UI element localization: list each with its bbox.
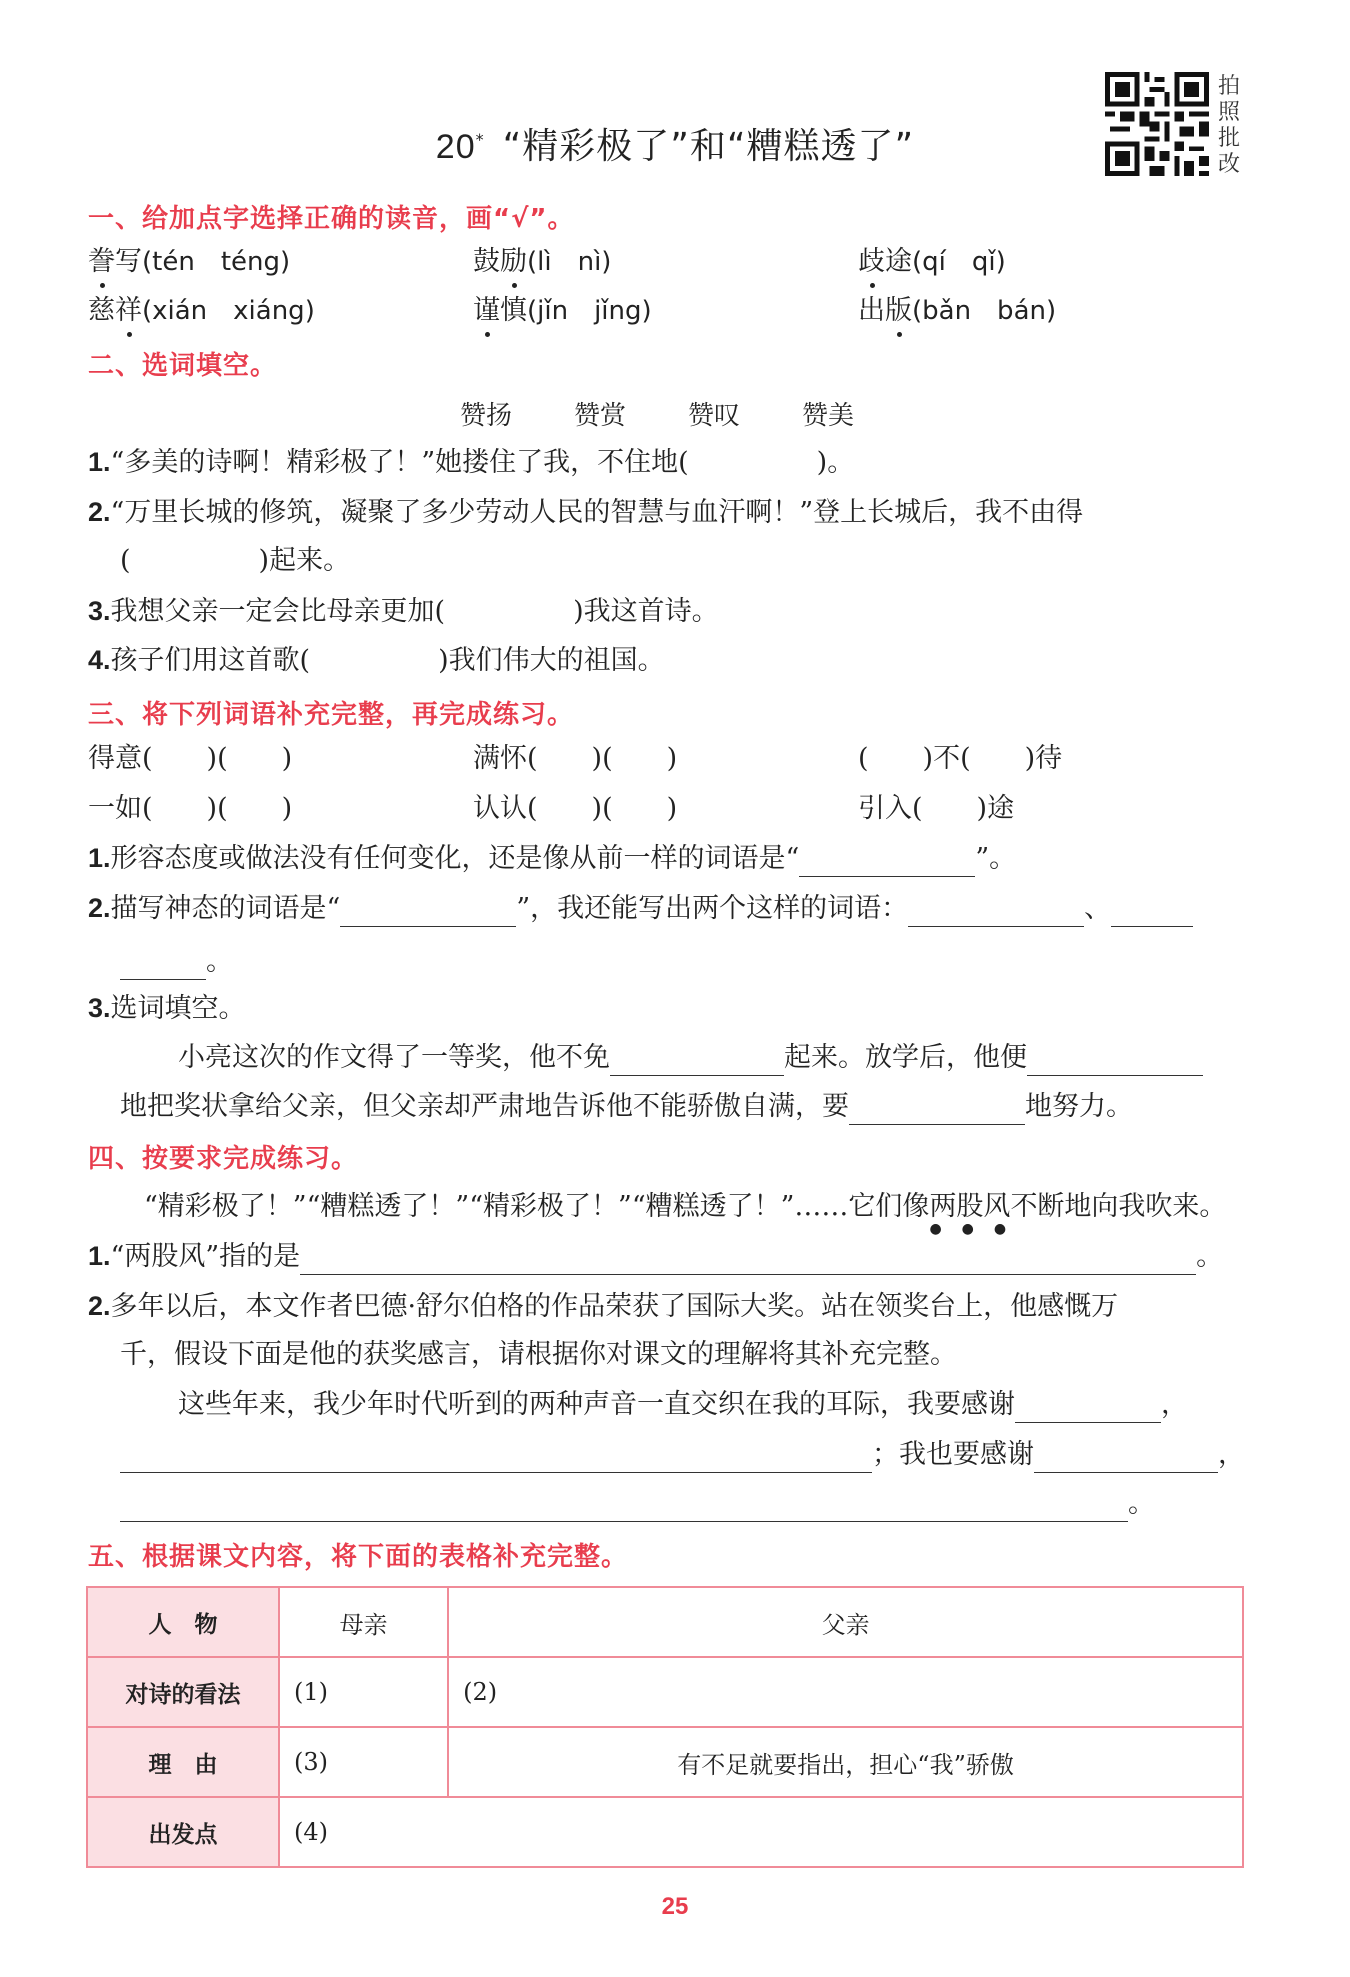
table-header-cell: 出发点 [87,1797,279,1867]
table-answer-cell[interactable]: (3) [279,1727,448,1797]
lesson-number: 20 [435,128,476,166]
word-char: 鼓 [473,246,500,277]
question-text: ( [120,545,131,576]
table-row [87,1587,1243,1657]
table-answer-cell[interactable]: (4) [279,1797,1243,1867]
answer-line[interactable] [1015,1392,1161,1423]
quote-text: 不断地向我吹来。 [1010,1191,1227,1222]
question-4-2-cont [120,1337,957,1373]
qr-label-char: 拍 [1218,74,1241,99]
answer-line[interactable] [340,896,516,927]
dotted-phrase-text: 两股风 [929,1191,1011,1222]
question-2-2-cont [120,543,350,579]
dotted-char: 谨 [473,293,500,329]
question-text: 、 [1084,893,1112,924]
speech-text: ；我也要感谢 [872,1439,1034,1470]
answer-line[interactable] [1027,1045,1203,1076]
table-row [87,1727,1243,1797]
answer-line[interactable] [799,846,975,877]
question-number: 2. [88,1291,111,1321]
idiom-blank[interactable]: 引入( )途 [858,793,1015,824]
table-answer-cell[interactable]: (1) [279,1657,448,1727]
question-3-3 [88,990,246,1027]
pinyin-options[interactable]: (qí qǐ) [912,247,1006,277]
fill-paragraph-line-1 [178,1040,1203,1076]
qr-label [1218,74,1246,178]
table-row [87,1797,1243,1867]
answer-line[interactable] [1111,896,1193,927]
question-text: 多年以后，本文作者巴德·舒尔伯格的作品荣获了国际大奖。站在领奖台上，他感慨万 [110,1291,1119,1322]
question-text: )起来。 [258,545,351,576]
answer-line[interactable] [1034,1442,1218,1473]
pinyin-options[interactable]: (tén téng) [142,247,291,277]
section-5-heading: 五、根据课文内容，将下面的表格补充完整。 [88,1542,629,1572]
dotted-char: 祥 [115,293,142,329]
qr-label-char: 批 [1218,126,1241,151]
question-2-4 [88,642,665,679]
table-header-cell: 对诗的看法 [87,1657,279,1727]
question-number: 2. [88,893,111,923]
table-row [87,1657,1243,1727]
emphasis-dots: ●●● [929,1221,1027,1237]
question-number: 2. [88,497,111,527]
question-number: 1. [88,1241,111,1271]
paragraph-text: 起来。放学后，他便 [784,1042,1027,1073]
word-option: 赞赏 [574,401,627,431]
table-header-cell: 理 由 [87,1727,279,1797]
table-cell: 有不足就要指出，担心“我”骄傲 [448,1727,1243,1797]
answer-line[interactable] [300,1244,1196,1275]
pinyin-options[interactable]: (jǐn jǐng) [527,296,652,326]
answer-line[interactable] [120,949,206,980]
answer-line[interactable] [908,896,1084,927]
idiom-blank[interactable]: 得意( )( ) [88,743,293,774]
table-header-cell: 人 物 [87,1587,279,1657]
question-text: ”。 [975,843,1017,874]
answer-line[interactable] [120,1491,1128,1522]
question-text: )我这首诗。 [573,596,719,627]
paragraph-text: 小亮这次的作文得了一等奖，他不免 [178,1042,610,1073]
speech-text: ， [1161,1389,1188,1420]
word-option: 赞美 [802,401,855,431]
question-text: 孩子们用这首歌( [110,645,311,676]
question-text: “多美的诗啊！精彩极了！”她搂住了我，不住地( [110,447,689,478]
question-number: 4. [88,645,111,675]
question-text: 选词填空。 [110,993,246,1024]
dotted-char: 励 [500,244,527,280]
dotted-phrase [929,1189,1027,1237]
quote-passage [144,1189,1227,1237]
question-text: 形容态度或做法没有任何变化，还是像从前一样的词语是“ [110,843,800,874]
question-text: “万里长城的修筑，凝聚了多少劳动人民的智慧与血汗啊！”登上长城后，我不由得 [110,497,1084,528]
pinyin-item [88,293,315,329]
character-table [86,1586,1244,1868]
question-number: 3. [88,596,111,626]
question-text: )我们伟大的祖国。 [438,645,665,676]
dotted-char: 版 [885,293,912,329]
pinyin-item [473,293,652,329]
question-text: )。 [816,447,855,478]
idiom-blank[interactable]: 一如( )( ) [88,793,293,824]
question-3-1 [88,840,1016,877]
paragraph-text: 地努力。 [1025,1091,1133,1122]
question-text: 描写神态的词语是“ [110,893,341,924]
quote-text: “精彩极了！”“糟糕透了！”“精彩极了！”“糟糕透了！”……它们像 [144,1191,930,1222]
section-4-heading: 四、按要求完成练习。 [88,1144,359,1174]
qr-label-char: 改 [1218,152,1241,177]
paragraph-text: 地把奖状拿给父亲，但父亲却严肃地告诉他不能骄傲自满，要 [120,1091,849,1122]
word-char: 慈 [88,295,115,326]
answer-line[interactable] [120,1442,872,1473]
section-3-heading: 三、将下列词语补充完整，再完成练习。 [88,700,575,730]
fill-paragraph-line-2 [120,1089,1133,1125]
question-number: 1. [88,843,111,873]
idiom-blank[interactable]: 满怀( )( ) [473,743,678,774]
table-answer-cell[interactable]: (2) [448,1657,1243,1727]
pinyin-item [88,244,290,280]
idiom-blank[interactable]: 认认( )( ) [473,793,678,824]
question-text: “两股风”指的是 [110,1241,301,1272]
question-3-2-cont [120,944,233,980]
question-2-1 [88,444,854,481]
question-text: 千，假设下面是他的获奖感言，请根据你对课文的理解将其补充完整。 [120,1339,957,1370]
question-number: 1. [88,447,111,477]
speech-line-3 [120,1486,1155,1522]
qr-label-char: 照 [1218,100,1241,125]
question-4-2 [88,1288,1118,1325]
word-char: 途 [885,246,912,277]
pinyin-item [473,244,611,280]
pinyin-options[interactable]: (lì nì) [527,247,612,277]
question-text: 。 [1196,1241,1224,1272]
question-number: 3. [88,993,111,1023]
pinyin-options[interactable]: (bǎn bán) [912,296,1057,326]
speech-text: 这些年来，我少年时代听到的两种声音一直交织在我的耳际，我要感谢 [178,1389,1015,1420]
idiom-blank[interactable]: ( )不( )待 [858,743,1063,774]
section-1-heading: 一、给加点字选择正确的读音，画“√”。 [88,204,575,234]
word-option: 赞叹 [688,401,741,431]
pinyin-item [858,244,1006,280]
question-4-1 [88,1238,1223,1275]
dotted-char: 歧 [858,244,885,280]
speech-text: 。 [1128,1488,1155,1519]
dotted-char: 誊 [88,244,115,280]
question-text: 我想父亲一定会比母亲更加( [110,596,446,627]
speech-text: ， [1218,1439,1245,1470]
table-cell: 母亲 [279,1587,448,1657]
word-char: 慎 [500,295,527,326]
word-char: 写 [115,246,142,277]
pinyin-options[interactable]: (xián xiáng) [142,296,315,326]
pinyin-item [858,293,1056,329]
section-2-heading: 二、选词填空。 [88,351,278,381]
word-option: 赞扬 [460,401,513,431]
question-text: 。 [206,946,233,977]
question-2-2 [88,494,1083,531]
question-3-2 [88,890,1193,927]
answer-line[interactable] [610,1045,784,1076]
word-char: 出 [858,295,885,326]
lesson-mark: * [475,130,485,149]
answer-line[interactable] [849,1094,1025,1125]
word-options [460,395,916,432]
question-2-3 [88,593,719,630]
lesson-title-text: “精彩极了”和“糟糕透了” [502,126,915,167]
speech-line-2 [120,1437,1245,1473]
qr-code-icon[interactable] [1105,72,1209,176]
question-text: ”，我还能写出两个这样的词语： [516,893,909,924]
speech-line-1 [178,1387,1188,1423]
page-number: 25 [661,1893,689,1920]
table-cell: 父亲 [448,1587,1243,1657]
